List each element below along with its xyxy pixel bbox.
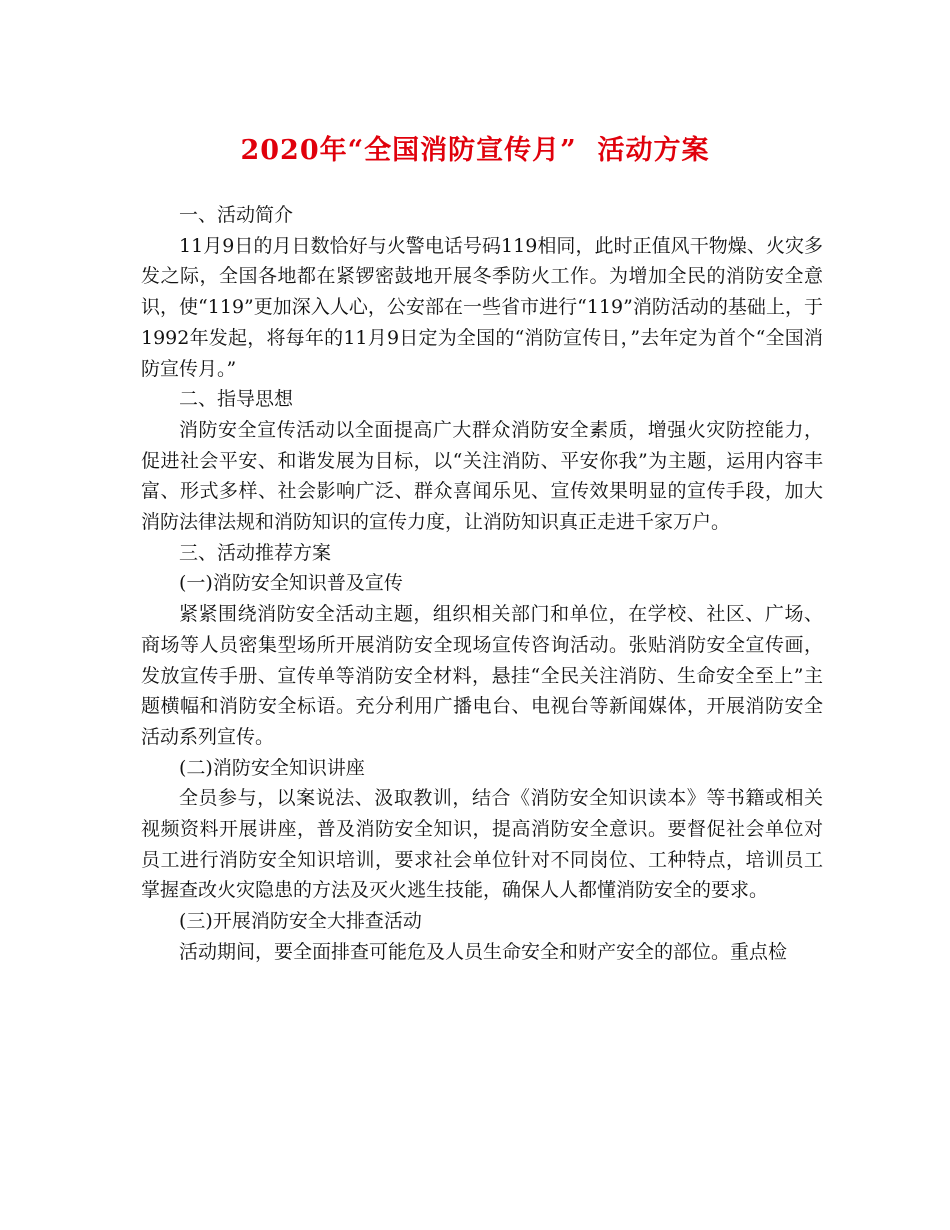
paragraph-inspection: 活动期间，要全面排查可能危及人员生命安全和财产安全的部位。重点检: [179, 940, 788, 963]
paragraph-guiding-idea: 消防安全宣传活动以全面提高广大群众消防安全素质，增强火灾防控能力，促进社会平安、和谐发展为目标，以“关注消防、平安你我”为主题，运用内容丰富、形式多样、社会影响广泛、群众喜闻乐见、宣传效果明显的宣传手段，加大消防法律法规和消防知识的宣传力度，让消防知识真正走进千家万户。: [141, 418, 823, 534]
subsection-heading-knowledge-promotion: (一)消防安全知识普及宣传: [179, 572, 403, 595]
section-heading-plan: 三、活动推荐方案: [179, 541, 332, 564]
paragraph-lectures: 全员参与，以案说法、汲取教训，结合《消防安全知识读本》等书籍或相关视频资料开展讲座，普及消防安全知识，提高消防安全意识。要督促社会单位对员工进行消防安全知识培训，要求社会单位针对不同岗位、工种特点，培训员工掌握查改火灾隐患的方法及灭火逃生技能，确保人人都懂消防安全的要求。: [141, 787, 823, 902]
subsection-heading-lectures: (二)消防安全知识讲座: [179, 756, 365, 779]
document-title: 2020年“全国消防宣传月” 活动方案: [240, 135, 710, 166]
section-heading-intro: 一、活动简介: [179, 204, 294, 226]
paragraph-intro: 11月9日的月日数恰好与火警电话号码119相同，此时正值风干物燥、火灾多发之际，全国各地都在紧锣密鼓地开展冬季防火工作。为增加全民的消防安全意识，使“119”更加深入人心，公安部在一些省市进行“119”消防活动的基础上，于1992年发起，将每年的11月9日定为全国的“消防宣传日，”去年定为首个“全国消防宣传月。”: [141, 234, 823, 380]
document-body: [141, 200, 823, 968]
subsection-heading-inspection: (三)开展消防安全大排查活动: [179, 910, 422, 933]
paragraph-knowledge-promotion: 紧紧围绕消防安全活动主题，组织相关部门和单位，在学校、社区、广场、商场等人员密集型场所开展消防安全现场宣传咨询活动。张贴消防安全宣传画，发放宣传手册、宣传单等消防安全材料，悬挂“全民关注消防、生命安全至上”主题横幅和消防安全标语。充分利用广播电台、电视台等新闻媒体，开展消防安全活动系列宣传。: [141, 603, 823, 748]
section-heading-guiding-idea: 二、指导思想: [179, 388, 294, 411]
